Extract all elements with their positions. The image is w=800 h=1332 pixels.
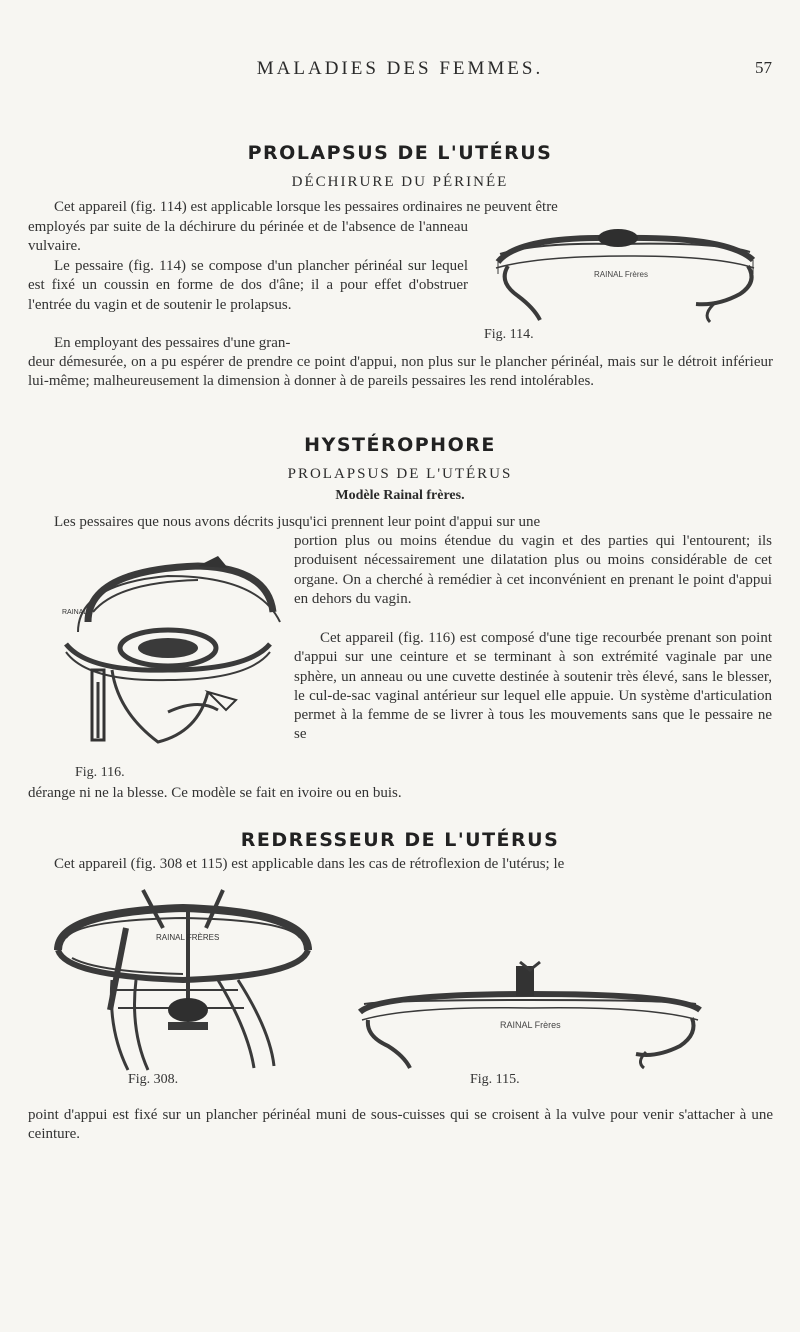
figure-308	[38, 880, 328, 1075]
paragraph-line: Cet appareil (fig. 308 et 115) est applicable dans les cas de rétroflexion de l'utérus; le	[54, 856, 565, 872]
section-subtitle-prolapsus: PROLAPSUS DE L'UTÉRUS	[287, 466, 513, 482]
section-subtitle-dechirure: DÉCHIRURE DU PÉRINÉE	[291, 174, 509, 190]
engraving-text: RAINAL Frères	[500, 1020, 561, 1030]
paragraph: Le pessaire (fig. 114) se compose d'un plancher périnéal sur lequel est fixé un coussin en forme de dos d'âne; il a pour effet d'obstruer l'entrée du vagin et de soutenir le prolapsus.	[28, 258, 468, 313]
paragraph: employés par suite de la déchirure du périnée et de l'absence de l'anneau vulvaire.	[28, 219, 468, 255]
figure-114	[478, 222, 773, 332]
engraving-text: RAINAL FRÈRES	[156, 933, 220, 942]
paragraph: deur démesurée, on a pu espérer de prendre ce point d'appui, non plus sur le plancher périnéal, mais sur le détroit inférieur lui-même; malheureusement la dimension à donner à de pareils pessaires les rend intolérables.	[28, 354, 773, 390]
paragraph: point d'appui est fixé sur un plancher périnéal muni de sous-cuisses qui se croisent à la vulve pour venir s'attacher à une ceinture.	[28, 1107, 773, 1143]
hysterophore-illustration	[48, 552, 288, 762]
paragraph-line: Les pessaires que nous avons décrits jusqu'ici prennent leur point d'appui sur une	[54, 514, 541, 530]
running-header: MALADIES DES FEMMES.	[256, 58, 544, 79]
figure-caption: Fig. 115.	[470, 1072, 520, 1087]
engraving-text: RAINAL Frères	[594, 270, 648, 279]
figure-caption: Fig. 308.	[128, 1072, 179, 1087]
paragraph-line: Cet appareil (fig. 114) est applicable lorsque les pessaires ordinaires ne peuvent être	[54, 199, 558, 215]
section-title-prolapsus: PROLAPSUS DE L'UTÉRUS	[247, 142, 553, 164]
redresseur-illustration	[38, 880, 328, 1075]
paragraph-line: dérange ni ne la blesse. Ce modèle se fait en ivoire ou en buis.	[28, 785, 402, 801]
paragraph: Cet appareil (fig. 116) est composé d'une tige recourbée prenant son point d'appui sur une ceinture et se terminant à son extrémité vaginale par une sphère, un anneau ou une cuvette destinée à soutenir très élevé, sans le blesser, le cul-de-sac vaginal antérieur sur lequel elle appuie. Un système d'articulation permet à la femme de se livrer à tous les mouvements sans que le pessaire ne se	[294, 630, 772, 743]
engraving-text: RAINAL	[62, 609, 88, 616]
redresseur-illustration	[350, 960, 710, 1070]
model-label: Modèle Rainal frères.	[335, 488, 465, 503]
pessary-illustration	[478, 222, 773, 332]
paragraph-line: En employant des pessaires d'une gran-	[54, 335, 291, 351]
figure-caption: Fig. 116.	[75, 765, 125, 780]
figure-116	[48, 552, 288, 762]
section-title-hysterophore: HYSTÉROPHORE	[304, 434, 496, 456]
figure-115	[350, 960, 710, 1070]
figure-caption: Fig. 114.	[484, 327, 534, 342]
page-number: 57	[755, 58, 772, 77]
paragraph: portion plus ou moins étendue du vagin et des parties qui l'entourent; ils produisent nécessairement une dilatation plus ou moins considérable de cet organe. On a cherché à remédier à cet inconvénient en prenant le point d'appui en dehors du vagin.	[294, 533, 772, 607]
section-title-redresseur: REDRESSEUR DE L'UTÉRUS	[240, 829, 560, 851]
